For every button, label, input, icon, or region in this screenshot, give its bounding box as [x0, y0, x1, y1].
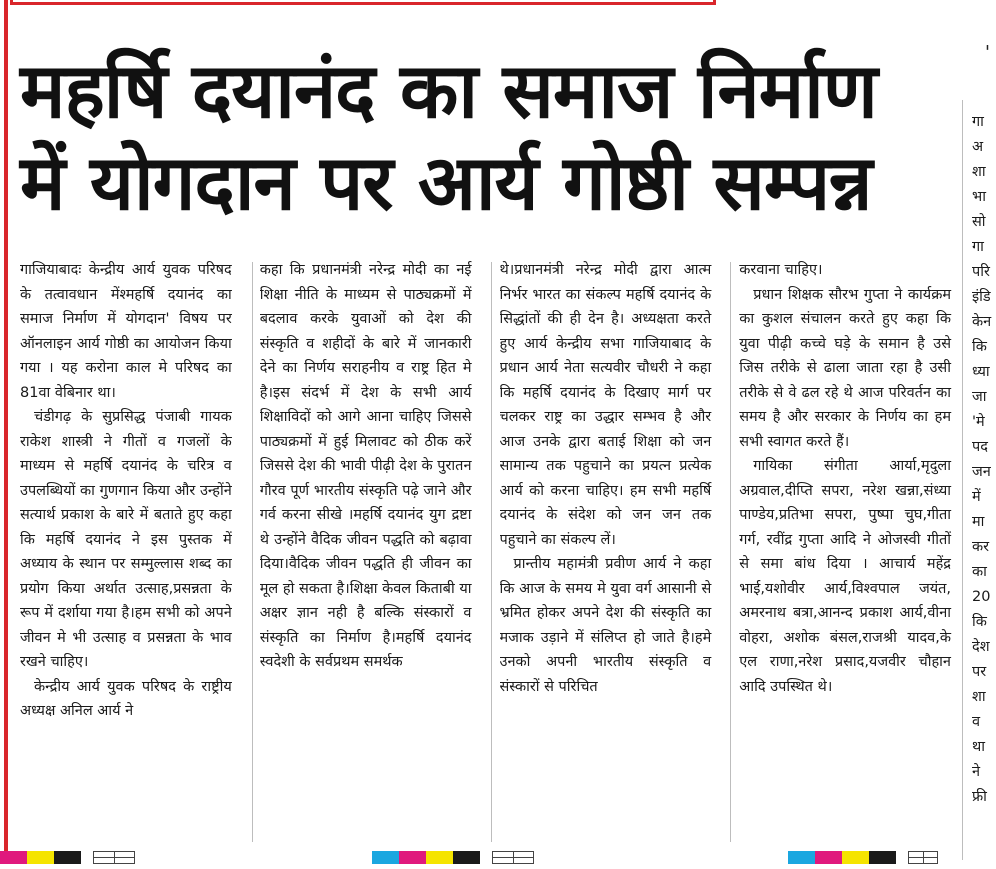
fragment-line: फ्री: [972, 789, 987, 805]
column-divider: [962, 100, 963, 860]
article-headline: [20, 45, 955, 229]
paragraph: प्रान्तीय महामंत्री प्रवीण आर्य ने कहा कि आज के समय मे युवा वर्ग आसानी से भ्रमित होकर अपने देश की संस्कृति का मजाक उड़ाने में संलिप्त हो जाते है।हमे उनको अपनी भारतीय संस्कृति व संस्कारों से परिचित: [499, 556, 712, 695]
color-registration-strip: [788, 849, 938, 865]
paragraph: केन्द्रीय आर्य युवक परिषद के राष्ट्रीय अध्यक्ष अनिल आर्य ने: [20, 678, 232, 719]
column-divider: [252, 262, 253, 842]
fragment-line: देश: [972, 639, 990, 655]
registration-grid-icon: [908, 851, 938, 864]
fragment-line: 'मे: [972, 414, 985, 430]
adjacent-article-fragment: [972, 110, 996, 810]
paragraph: करवाना चाहिए।: [739, 262, 823, 278]
paragraph: प्रधान शिक्षक सौरभ गुप्ता ने कार्यक्रम का कुशल संचालन करते हुए कहा कि युवा पीढ़ी कच्चे घड़े के समान है उसे जिस तरीके से ढाला जाता रहा है उसी तरीके से वे ढल रहे थे आज परिवर्तन का समय है और सरकार के निर्णय का हम सभी स्वागत करते हैं।: [739, 286, 951, 450]
paragraph: गाजियाबादः केन्द्रीय आर्य युवक परिषद के तत्वावधान मेंश्महर्षि दयानंद का समाज निर्माण में योगदान' विषय पर ऑनलाइन आर्य गोष्ठी का आयोजन किया गया । यह करोना काल मे परिषद का 81वा वेबिनार था।: [20, 262, 232, 401]
paragraph: चंडीगढ़ के सुप्रसिद्ध पंजाबी गायक राकेश शास्त्री ने गीतों व गजलों के माध्यम से महर्षि दयानंद के चरित्र व उपलब्धियों का गुणगान किया और उन्होंने सत्यार्थ प्रकाश के बारे में बताते हुए कहा कि महर्षि दयानंद ने इस पुस्तक में अध्याय के स्थान पर सम्मुल्लास शब्द का प्रयोग किया अर्थात उत्साह,प्रसन्नता के रूप में दर्शाया गया है।हम सभी को अपने जीवन मे भी उत्साह व प्रसन्नता के भाव रखने चाहिए।: [20, 409, 232, 670]
left-accent-bar: [4, 0, 8, 860]
column-divider: [491, 262, 492, 842]
fragment-line: कर: [972, 539, 990, 555]
fragment-line: ध्या: [972, 364, 990, 380]
headline-line-1: महर्षि दयानंद का समाज निर्माण: [20, 46, 877, 135]
magenta-swatch: [815, 851, 842, 864]
paragraph: कहा कि प्रधानमंत्री नरेन्द्र मोदी का नई शिक्षा नीति के माध्यम से पाठ्यक्रमों में बदलाव करके युवाओं को देश की संस्कृति व शहीदों के बारे में जानकारी देने का निर्णय सराहनीय व राष्ट्र हित मे है।इस संदर्भ में देश के सभी आर्य शिक्षाविदों को आगे आना चाहिए जिससे पाठ्यक्रमों में हुई मिलावट को ठीक करें जिससे देश की भावी पीढ़ी देश के पुरातन गौरव पूर्ण भारतीय संस्कृति पढ़े जाने और गर्व करना सीखे ।महर्षि दयानंद युग द्रष्टा थे उन्होंने वैदिक जीवन पद्धति को बढ़ावा दिया।वैदिक जीवन पद्धति ही जीवन का मूल हो सकता है।शिक्षा केवल किताबी या अक्षर ज्ञान नही है बल्कि संस्कारों व संस्कृति का निर्माण है।महर्षि दयानंद स्वदेशी के सर्वप्रथम समर्थक: [259, 262, 472, 670]
cyan-swatch: [788, 851, 815, 864]
fragment-line: कि: [972, 339, 987, 355]
side-mark: ': [985, 42, 990, 63]
fragment-line: केन: [972, 314, 992, 330]
yellow-swatch: [842, 851, 869, 864]
fragment-line: 20: [972, 589, 991, 605]
color-registration-strip: [0, 849, 135, 865]
fragment-line: शा: [972, 689, 986, 705]
fragment-line: पर: [972, 664, 987, 680]
fragment-line: पद: [972, 439, 988, 455]
yellow-swatch: [27, 851, 54, 864]
fragment-line: था: [972, 739, 986, 755]
headline-line-2: में योगदान पर आर्य गोष्ठी सम्पन्न: [20, 138, 872, 227]
fragment-line: कि: [972, 614, 987, 630]
fragment-line: में: [972, 489, 981, 505]
fragment-line: जा: [972, 389, 987, 405]
magenta-swatch: [399, 851, 426, 864]
black-swatch: [453, 851, 480, 864]
column-divider: [730, 262, 731, 842]
registration-grid-icon: [93, 851, 135, 864]
fragment-line: सो: [972, 214, 986, 230]
magenta-swatch: [0, 851, 27, 864]
fragment-line: शा: [972, 164, 986, 180]
article-column-1: [20, 258, 236, 858]
fragment-line: परि: [972, 264, 990, 280]
black-swatch: [54, 851, 81, 864]
yellow-swatch: [426, 851, 453, 864]
fragment-line: इंडि: [972, 289, 991, 305]
registration-grid-icon: [492, 851, 534, 864]
fragment-line: भा: [972, 189, 986, 205]
top-frame-border: [10, 0, 716, 5]
fragment-line: ने: [972, 764, 981, 780]
article-column-4: [739, 258, 955, 858]
fragment-line: का: [972, 564, 987, 580]
fragment-line: अ: [972, 139, 984, 155]
fragment-line: जन: [972, 464, 991, 480]
fragment-line: गा: [972, 239, 984, 255]
article-column-2: [260, 258, 476, 858]
fragment-line: व: [972, 714, 981, 730]
fragment-line: गा: [972, 114, 984, 130]
article-column-3: [500, 258, 716, 858]
article-columns: [20, 258, 955, 858]
cyan-swatch: [372, 851, 399, 864]
black-swatch: [869, 851, 896, 864]
paragraph: थे।प्रधानमंत्री नरेन्द्र मोदी द्वारा आत्म निर्भर भारत का संकल्प महर्षि दयानंद के सिद्धांतों की ही देन है। अध्यक्षता करते हुए आर्य केन्द्रीय सभा गाजियाबाद के प्रधान आर्य नेता सत्यवीर चौधरी ने कहा कि महर्षि दयानंद के दिखाए मार्ग पर चलकर राष्ट्र का उद्धार सम्भव है और आज उनके द्वारा बताई शिक्षा को जन सामान्य तक पहुचाने का प्रयत्न प्रत्येक आर्य को करना चाहिए। हम सभी महर्षि दयानंद के संदेश को जन जन तक पहुचाने का संकल्प लें।: [499, 262, 712, 548]
paragraph: गायिका संगीता आर्या,मृदुला अग्रवाल,दीप्ति सपरा, नरेश खन्ना,संध्या पाण्डेय,प्रतिभा सपरा, पुष्पा चुघ,गीता गर्ग, रवींद्र गुप्ता आदि ने ओजस्वी गीतों से समा बांध दिया । आचार्य महेंद्र भाई,यशोवीर आर्य,विश्वपाल जयंत, अमरनाथ बत्रा,आनन्द प्रकाश आर्य,वीना वोहरा, अशोक बंसल,राजश्री यादव,के एल राणा,नरेश प्रसाद,यजवीर चौहान आदि उपस्थित थे।: [739, 458, 951, 695]
fragment-line: मा: [972, 514, 985, 530]
color-registration-strip: [372, 849, 534, 865]
